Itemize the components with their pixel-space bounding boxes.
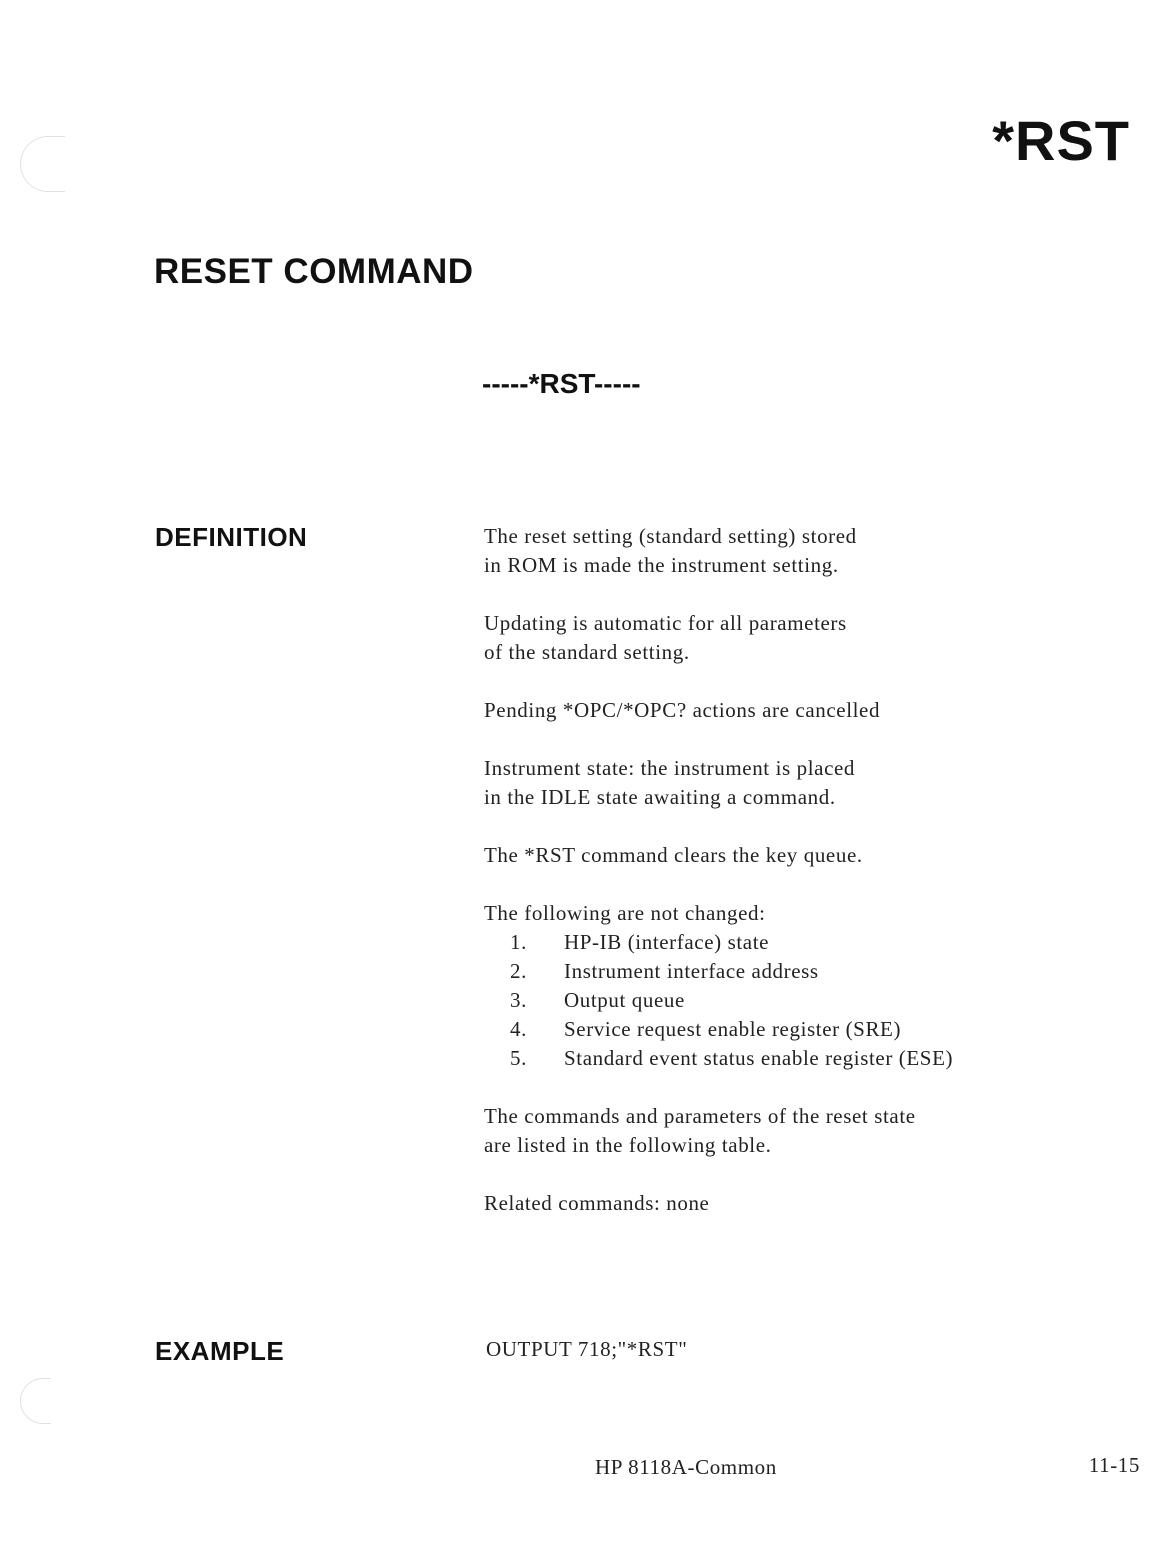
example-label: EXAMPLE bbox=[155, 1336, 285, 1366]
definition-paragraph: Updating is automatic for all parameters of the standard setting. bbox=[484, 611, 847, 664]
syntax-diagram: -----*RST----- bbox=[482, 368, 641, 399]
list-item bbox=[484, 957, 1044, 986]
list-item bbox=[484, 1044, 1044, 1073]
unchanged-list bbox=[484, 928, 1044, 1073]
related-commands: Related commands: none bbox=[484, 1191, 710, 1215]
definition-paragraph: Instrument state: the instrument is placed in the IDLE state awaiting a command. bbox=[484, 756, 856, 809]
page-title: RESET COMMAND bbox=[154, 252, 474, 291]
list-item-number: 4. bbox=[510, 1017, 527, 1041]
definition-paragraph: The reset setting (standard setting) stored in ROM is made the instrument setting. bbox=[484, 524, 857, 577]
list-item-text: Instrument interface address bbox=[564, 959, 819, 983]
definition-label: DEFINITION bbox=[155, 522, 308, 552]
list-item-number: 3. bbox=[510, 988, 527, 1012]
list-item-text: Output queue bbox=[564, 988, 685, 1012]
punch-hole-mark bbox=[20, 1378, 51, 1424]
footer-manual-title: HP 8118A-Common bbox=[595, 1455, 777, 1479]
definition-paragraph: The *RST command clears the key queue. bbox=[484, 843, 863, 867]
footer-page-number: 11-15 bbox=[1088, 1453, 1140, 1477]
example-code: OUTPUT 718;"*RST" bbox=[486, 1337, 688, 1361]
definition-paragraph: The commands and parameters of the reset state are listed in the following table. bbox=[484, 1104, 916, 1157]
command-badge: *RST bbox=[992, 109, 1130, 172]
punch-hole-mark bbox=[20, 136, 65, 192]
list-item bbox=[484, 928, 1044, 957]
list-item bbox=[484, 986, 1044, 1015]
list-item-number: 5. bbox=[510, 1046, 527, 1070]
list-item-number: 1. bbox=[510, 930, 527, 954]
list-item-text: HP-IB (interface) state bbox=[564, 930, 770, 954]
unchanged-list-intro: The following are not changed: bbox=[484, 901, 766, 925]
list-item bbox=[484, 1015, 1044, 1044]
definition-paragraph: Pending *OPC/*OPC? actions are cancelled bbox=[484, 698, 881, 722]
definition-body bbox=[484, 522, 1044, 1247]
list-item-text: Service request enable register (SRE) bbox=[564, 1017, 902, 1041]
list-item-number: 2. bbox=[510, 959, 527, 983]
list-item-text: Standard event status enable register (ESE) bbox=[564, 1046, 954, 1070]
